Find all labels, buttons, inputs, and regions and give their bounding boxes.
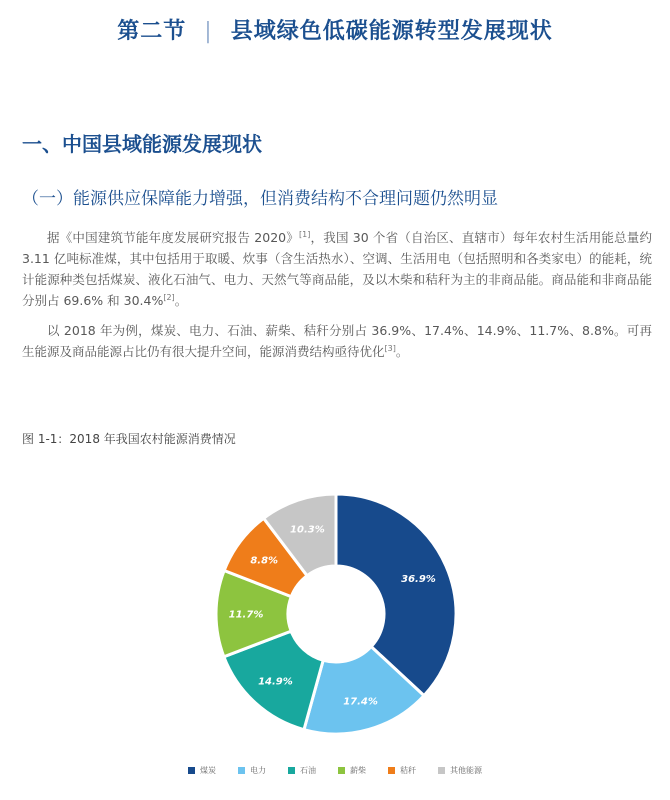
chart-legend bbox=[0, 765, 670, 776]
slice-label-2: 14.9% bbox=[258, 676, 293, 688]
legend-item-3 bbox=[338, 765, 366, 776]
paragraph-1-text-c: 。 bbox=[174, 293, 188, 308]
reference-1: [1] bbox=[299, 229, 311, 239]
section-number: 第二节 bbox=[117, 19, 187, 44]
legend-swatch-0 bbox=[188, 767, 195, 774]
legend-item-5 bbox=[438, 765, 482, 776]
legend-item-1 bbox=[238, 765, 266, 776]
donut-chart bbox=[0, 470, 670, 760]
reference-2: [2] bbox=[163, 292, 175, 302]
slice-label-3: 11.7% bbox=[228, 609, 264, 621]
slice-label-1: 17.4% bbox=[343, 696, 378, 708]
legend-label-4: 秸秆 bbox=[400, 766, 416, 775]
legend-swatch-2 bbox=[288, 767, 295, 774]
paragraph-1-text-a: 据《中国建筑节能年度发展研究报告 2020》 bbox=[47, 230, 300, 245]
legend-swatch-3 bbox=[338, 767, 345, 774]
paragraph-2-text-a: 以 2018 年为例，煤炭、电力、石油、薪柴、秸秆分别占 36.9%、17.4%、14.9%、11.7%、8.8%。可再生能源及商品能源占比仍有很大提升空间，能源消费结构亟待优化 bbox=[22, 323, 652, 359]
reference-3: [3] bbox=[384, 343, 396, 353]
legend-swatch-5 bbox=[438, 767, 445, 774]
legend-label-5: 其他能源 bbox=[450, 766, 482, 775]
legend-swatch-1 bbox=[238, 767, 245, 774]
figure-caption: 图 1-1：2018 年我国农村能源消费情况 bbox=[22, 432, 236, 446]
slice-label-4: 8.8% bbox=[250, 555, 279, 567]
paragraph-2 bbox=[22, 320, 652, 362]
legend-label-2: 石油 bbox=[300, 766, 316, 775]
header-divider: | bbox=[204, 19, 213, 44]
slice-label-0: 36.9% bbox=[401, 573, 436, 585]
legend-item-4 bbox=[388, 765, 416, 776]
slice-label-5: 10.3% bbox=[290, 524, 325, 536]
legend-label-3: 薪柴 bbox=[350, 766, 366, 775]
paragraph-2-text-b: 。 bbox=[395, 344, 409, 359]
legend-swatch-4 bbox=[388, 767, 395, 774]
legend-item-2 bbox=[288, 765, 316, 776]
legend-item-0 bbox=[188, 765, 216, 776]
section-title: 一、中国县域能源发展现状 bbox=[22, 132, 262, 156]
legend-label-1: 电力 bbox=[250, 766, 266, 775]
page-header bbox=[0, 14, 670, 45]
paragraph-1 bbox=[22, 227, 652, 311]
paragraph-1-text-b: ，我国 30 个省（自治区、直辖市）每年农村生活用能总量约 3.11 亿吨标准煤，其中包括用于取暖、炊事（含生活热水）、空调、生活用电（包括照明和各类家电）的能耗，统计能源种类包括煤炭、液化石油气、电力、天然气等商品能，及以木柴和秸秆为主的非商品能。商品能和非商品能分别占 69.6% 和 30.4% bbox=[22, 230, 652, 308]
legend-label-0: 煤炭 bbox=[200, 766, 216, 775]
subsection-title: （一）能源供应保障能力增强，但消费结构不合理问题仍然明显 bbox=[22, 189, 498, 209]
page-title: 县域绿色低碳能源转型发展现状 bbox=[230, 19, 553, 44]
